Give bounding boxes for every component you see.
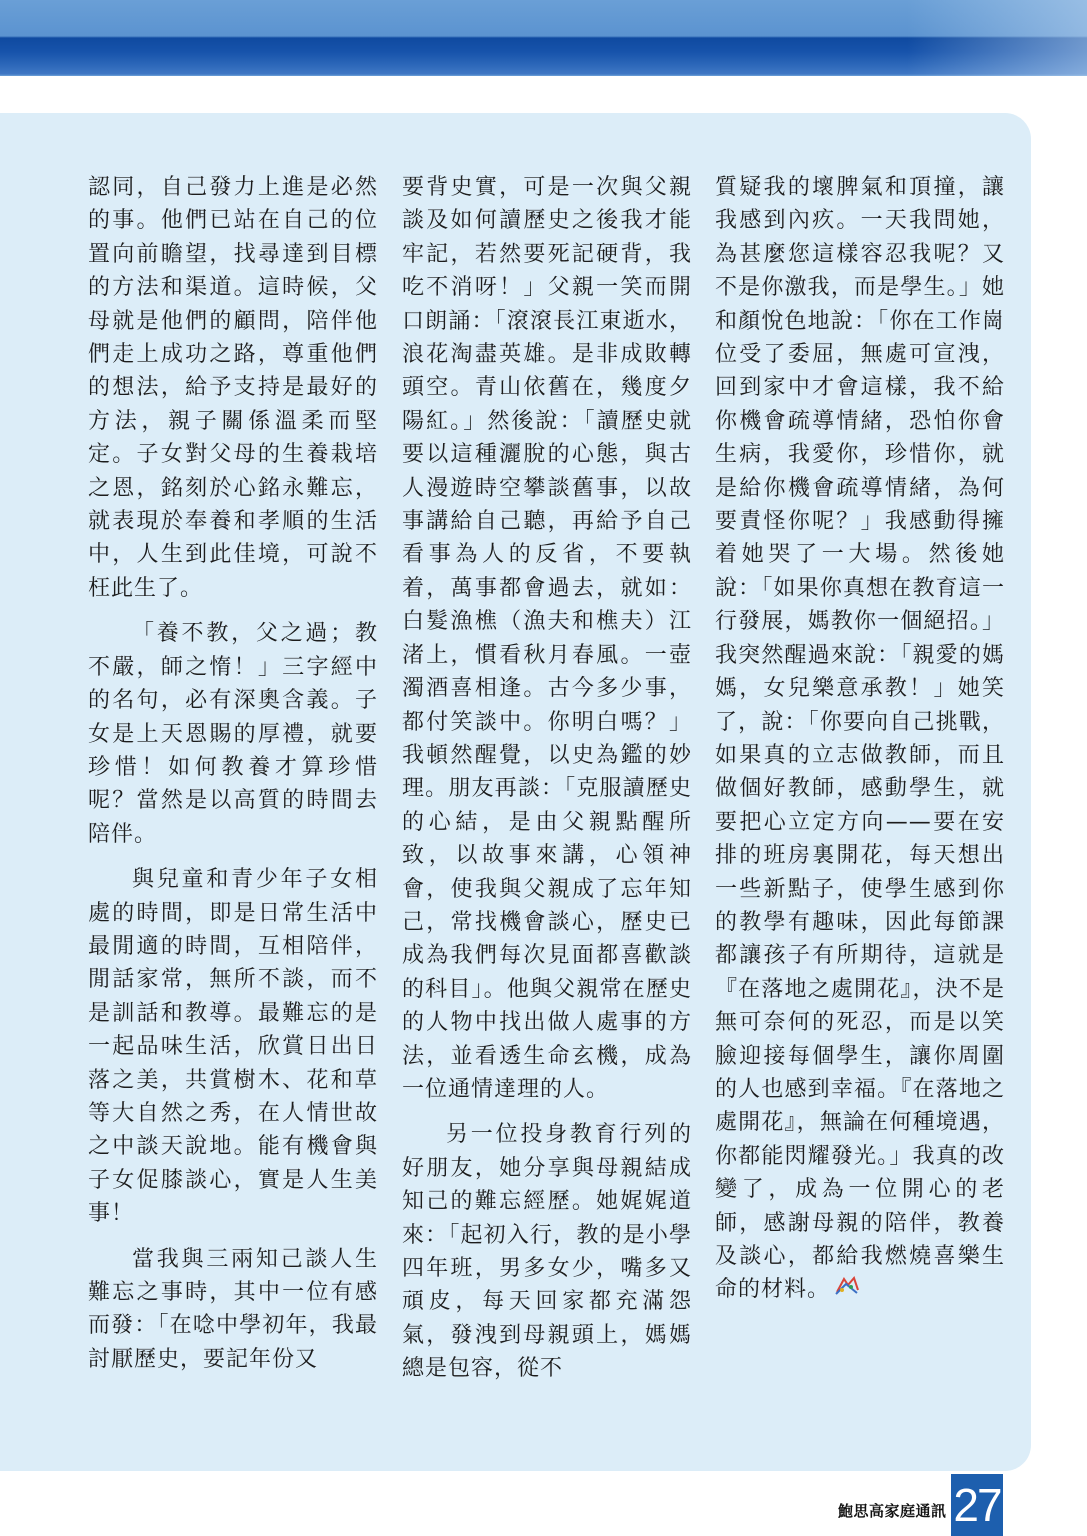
paragraph: 與兒童和青少年子女相處的時間，即是日常生活中最閒適的時間，互相陪伴，閒話家常，無所不談，而不是訓話和教導。最難忘的是一起品味生活，欣賞日出日落之美，共賞樹木、花和草等大自然之秀，在人情世故之中談天說地。能有機會與子女促膝談心，實是人生美事！ [88,867,378,1227]
text-column-1 [88,171,378,1376]
header-band [0,0,1087,76]
end-mark-icon [834,1274,860,1307]
publication-name: 鮑思高家庭通訊 [838,1502,947,1520]
paragraph: 要背史實，可是一次與父親談及如何讀歷史之後我才能牢記，若然要死記硬背，我吃不消呀！」父親一笑而開口朗誦：「滾滾長江東逝水，浪花淘盡英雄。是非成敗轉頭空。青山依舊在，幾度夕陽紅。」然後說：「讀歷史就要以這種灑脫的心態，與古人漫遊時空攀談舊事，以故事講給自己聽，再給予自己看事為人的反省，不要執着，萬事都會過去，就如：白髮漁樵（漁夫和樵夫）江渚上，慣看秋月春風。一壺濁酒喜相逢。古今多少事，都付笑談中。你明白嗎？」我頓然醒覺，以史為鑑的妙理。朋友再談：「克服讀歷史的心結，是由父親點醒所致，以故事來講，心領神會，使我與父親成了忘年知己，常找機會談心，歷史已成為我們每次見面都喜歡談的科目」。他與父親常在歷史的人物中找出做人處事的方法，並看透生命玄機，成為一位通情達理的人。 [402,175,692,1102]
paragraph-text: 質疑我的壞脾氣和頂撞，讓我感到內疚。一天我問她，為甚麼您這樣容忍我呢？又不是你激我，而是學生。」她和顏悅色地說：「你在工作崗位受了委屈，無處可宣洩，回到家中才會這樣，我不給你機會疏導情緒，恐怕你會生病，我愛你，珍惜你，就是給你機會疏導情緒，為何要責怪你呢？」我感動得擁着她哭了一大場。然後她說：「如果你真想在教育這一行發展，媽教你一個絕招。」我突然醒過來說：「親愛的媽媽，女兒樂意承教！」她笑了，說：「你要向自己挑戰，如果真的立志做教師，而且做個好教師，感動學生，就要把心立定方向——要在安排的班房裏開花，每天想出一些新點子，使學生感到你的教學有趣味，因此每節課都讓孩子有所期待，這就是『在落地之處開花』，決不是無可奈何的死忍，而是以笑臉迎接每個學生，讓你周圍的人也感到幸福。『在落地之處開花』，無論在何種境遇，你都能閃耀發光。」我真的改變了，成為一位開心的老師，感謝母親的陪伴，教養及談心，都給我燃燒喜樂生命的材料。 [715,175,1005,1303]
paragraph-final [715,171,1005,1307]
paragraph: 「養不教，父之過；教不嚴，師之惰！」三字經中的名句，必有深奧含義。子女是上天恩賜的厚禮，就要珍惜！如何教養才算珍惜呢？當然是以高質的時間去陪伴。 [88,621,378,847]
paragraph: 當我與三兩知己談人生難忘之事時，其中一位有感而發：「在唸中學初年，我最討厭歷史，要記年份又 [88,1246,378,1372]
page-number: 27 [951,1474,1003,1536]
paragraph: 認同，自己發力上進是必然的事。他們已站在自己的位置向前瞻望，找尋達到目標的方法和渠道。這時候，父母就是他們的顧問，陪伴他們走上成功之路，尊重他們的想法，給予支持是最好的方法，親子關係溫柔而堅定。子女對父母的生養栽培之恩，銘刻於心銘永難忘，就表現於奉養和孝順的生活中，人生到此佳境，可說不枉此生了。 [88,175,378,601]
text-column-2 [402,171,692,1386]
header-band-fade [907,0,1087,76]
text-column-3 [715,171,1005,1307]
paragraph: 另一位投身教育行列的好朋友，她分享與母親結成知己的難忘經歷。她娓娓道來：「起初入行，教的是小學四年班，男多女少，嘴多又頑皮，每天回家都充滿怨氣，發洩到母親頭上，媽媽總是包容，從不 [402,1122,692,1382]
